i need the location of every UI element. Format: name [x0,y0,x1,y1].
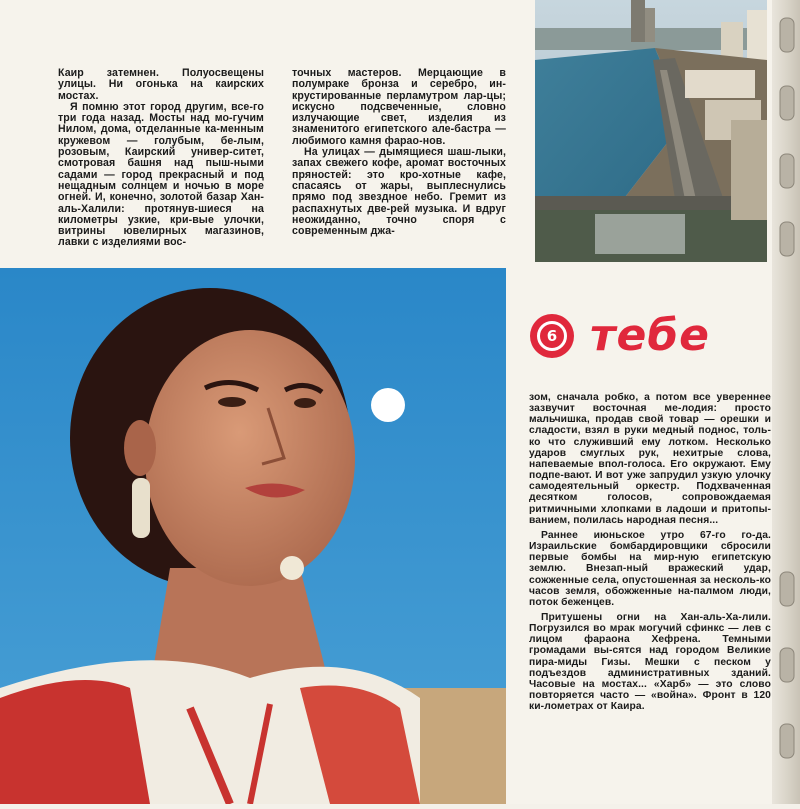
paragraph: На улицах — дымящиеся шаш-лыки, запах свежего кофе, аромат восточных пряностей: это кро-хотные кафе, спасаясь от жары, выплеснулись прямо под звездное небо. Гремит из распахнутых две-рей музыка. И вдруг неожиданно, точно споря с современным джа- [292,146,506,238]
paragraph: Каир затемнен. Полуосвещены улицы. Ни огонька на каирских мостах. [58,67,264,102]
binder-spiral-strip [772,0,800,804]
cairo-city-photo [535,0,767,262]
chapter-number: 6 [537,321,567,351]
article-column-3 [529,392,771,716]
article-column-2 [292,68,506,237]
article-column-1 [58,68,264,249]
woman-portrait-photo [0,268,506,804]
paragraph: точных мастеров. Мерцающие в полумраке бронза и серебро, ин-крустированные перламутром лар-цы; искусно подсвеченные, словно излучающие свет, изделия из знаменитого египетского але-бастра — любимого камня фарао-нов. [292,67,506,147]
paragraph: Я помню этот город другим, все-го три года назад. Мосты над мо-гучим Нилом, дома, отделанные ка-менным кружевом — голубым, бе-лым, розовым, Каирский универ-ситет, смотровая башня над пыш-ными садами — город прекрасный и под нещадным солнцем и ночью в море огней. И, конечно, золотой базар Хан-аль-Халили: протянув-шиеся на километры узкие, кри-вые улочки, витрины ювелирных магазинов, лавки с изделиями вос- [58,100,264,249]
paragraph: Притушены огни на Хан-аль-Ха-лили. Погрузился во мрак могучий сфинкс — лев с лицом фараона Хефрена. Темными громадами вы-сятся над городом Великие пира-миды Гизы. Мешки с песком у подъездов административных зданий. Часовые на мостах... «Харб» — это слово повторяется часто — «война». Фронт в 120 ки-лометрах от Каира. [529,611,771,713]
heading-word: тебе [590,310,710,361]
section-heading [530,310,760,366]
paragraph: зом, сначала робко, а потом все увереннее зазвучит восточная ме-лодия: просто мальчишка, продав свой товар — орешки и сладости, взял в руки медный поднос, толь-ко что служивший ему лотком. Несколько ударов смуглых рук, нехитрые слова, напеваемые впол-голоса. Его окружают. Ему подпе-вают. И вот уже запрудил узкую улочку самодеятельный оркестр. Подхваченная десятком голосов, сопровождаемая ритмичными хлопками в ладоши и притопы-ванием, полилась народная песня... [529,392,771,526]
chapter-number-badge [530,314,574,358]
paragraph: Раннее июньское утро 67-го го-да. Израильские бомбардировщики сбросили первые бомбы на мир-ную египетскую землю. Внезап-ный вражеский удар, сожженные села, опустошенная за несколь-ко часов земля, обожженные на-палмом люди, поток беженцев. [529,529,771,608]
